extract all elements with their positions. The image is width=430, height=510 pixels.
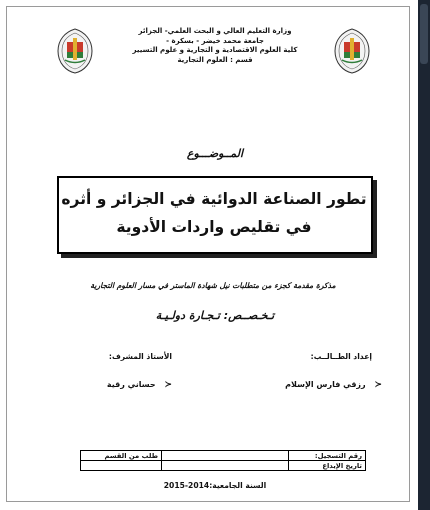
university-logo-left (55, 28, 95, 74)
department-line: قسم : العلوم التجارية (177, 55, 253, 64)
student-row (262, 380, 382, 390)
supervisor-label: الأستاذ المشرف: (108, 352, 172, 361)
dept-request-value (81, 461, 162, 471)
supervisor-row (62, 380, 172, 390)
thesis-title-line-2: في تقليص واردات الأدوية (116, 218, 312, 236)
prepared-by-label: إعداد الطــالــب: (310, 352, 372, 361)
table-row (81, 451, 366, 461)
academic-year: السنة الجامعية:2014-2015 (163, 481, 267, 490)
scrollbar-thumb[interactable] (420, 4, 428, 64)
institution-header (110, 27, 320, 65)
university-line: جامعة محمد خيضر - بسكرة - (166, 36, 264, 45)
student-name: رزقي فارس الإسلام (285, 380, 366, 389)
dept-request-label: طلب من القسم (81, 451, 162, 461)
ministry-line: وزارة التعليم العالي و البحث العلمي- الجزائر (138, 27, 292, 35)
scrollbar-track[interactable] (418, 0, 430, 510)
reg-number-label: رقم التسجيل: (289, 451, 366, 461)
page-frame (6, 6, 410, 502)
chevron-icon: ≺ (374, 380, 382, 390)
title-box (57, 176, 373, 254)
reg-number-value (162, 451, 289, 461)
table-row (81, 461, 366, 471)
thesis-title-line-1: تطور الصناعة الدوائية في الجزائر و أثره (61, 190, 367, 208)
registration-table (80, 450, 366, 471)
deposit-date-label: تاريخ الإيداع (289, 461, 366, 471)
university-logo-right (332, 28, 372, 74)
specialization: تـخـصــص: تـجـارة دولـيـة (155, 309, 275, 322)
supervisor-name: حساني رقية (106, 380, 156, 389)
deposit-date-value (162, 461, 289, 471)
faculty-line: كلية العلوم الاقتصادية و التجارية و علوم التسيير (132, 46, 298, 55)
memo-description: مذكرة مقدمة كجزء من متطلبات نيل شهادة الماستر في مسار العلوم التجارية (90, 281, 336, 290)
subject-label: المــوضـــوع (186, 147, 244, 160)
chevron-icon: ≺ (164, 380, 172, 390)
